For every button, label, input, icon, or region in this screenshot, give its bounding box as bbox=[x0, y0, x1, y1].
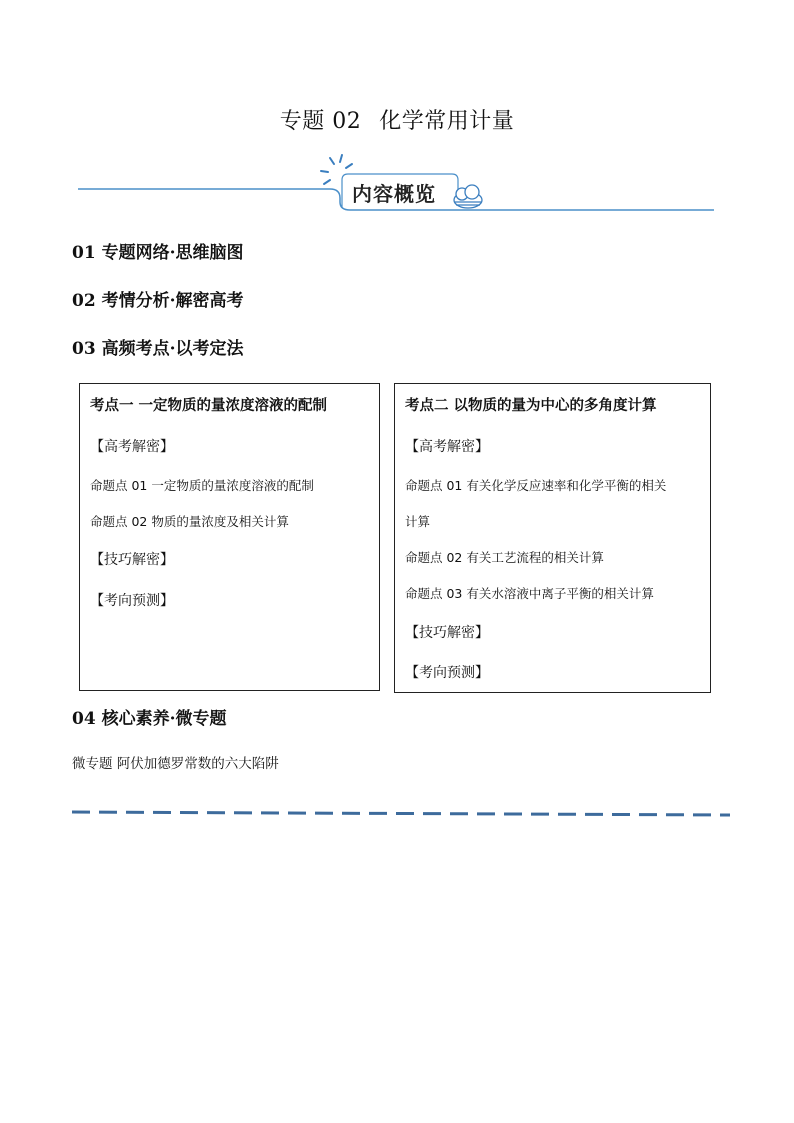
box-right-line: 命题点 02 有关工艺流程的相关计算 bbox=[405, 550, 604, 565]
dashed-divider bbox=[72, 806, 730, 820]
page-title bbox=[0, 104, 794, 135]
section-01: 01 专题网络·思维脑图 bbox=[72, 243, 244, 263]
box-left-line: 【高考解密】 bbox=[90, 439, 174, 455]
exam-point-box-left bbox=[79, 383, 380, 691]
banner-label: 内容概览 bbox=[352, 182, 436, 206]
box-right-line: 【高考解密】 bbox=[405, 439, 489, 455]
box-right-line: 【考向预测】 bbox=[405, 665, 489, 681]
box-right-heading: 考点二 以物质的量为中心的多角度计算 bbox=[405, 397, 657, 414]
box-right-line: 计算 bbox=[405, 514, 431, 529]
box-left-line: 【考向预测】 bbox=[90, 593, 174, 609]
section-04: 04 核心素养·微专题 bbox=[72, 709, 227, 729]
title-text: 化学常用计量 bbox=[379, 109, 515, 134]
box-right-line: 命题点 01 有关化学反应速率和化学平衡的相关 bbox=[405, 478, 667, 493]
section-02: 02 考情分析·解密高考 bbox=[72, 291, 244, 311]
section-03: 03 高频考点·以考定法 bbox=[72, 339, 244, 359]
sparkle-icon bbox=[321, 155, 352, 184]
box-left-line: 【技巧解密】 bbox=[90, 552, 174, 568]
exam-point-box-right bbox=[394, 383, 711, 693]
title-number: 专题 02 bbox=[279, 109, 362, 134]
box-right-line: 命题点 03 有关水溶液中离子平衡的相关计算 bbox=[405, 586, 654, 601]
micro-topic: 微专题 阿伏加德罗常数的六大陷阱 bbox=[72, 756, 279, 772]
box-left-line: 命题点 01 一定物质的量浓度溶液的配制 bbox=[90, 478, 314, 493]
box-left-line: 命题点 02 物质的量浓度及相关计算 bbox=[90, 514, 289, 529]
box-left-heading: 考点一 一定物质的量浓度溶液的配制 bbox=[90, 397, 328, 414]
box-right-line: 【技巧解密】 bbox=[405, 625, 489, 641]
